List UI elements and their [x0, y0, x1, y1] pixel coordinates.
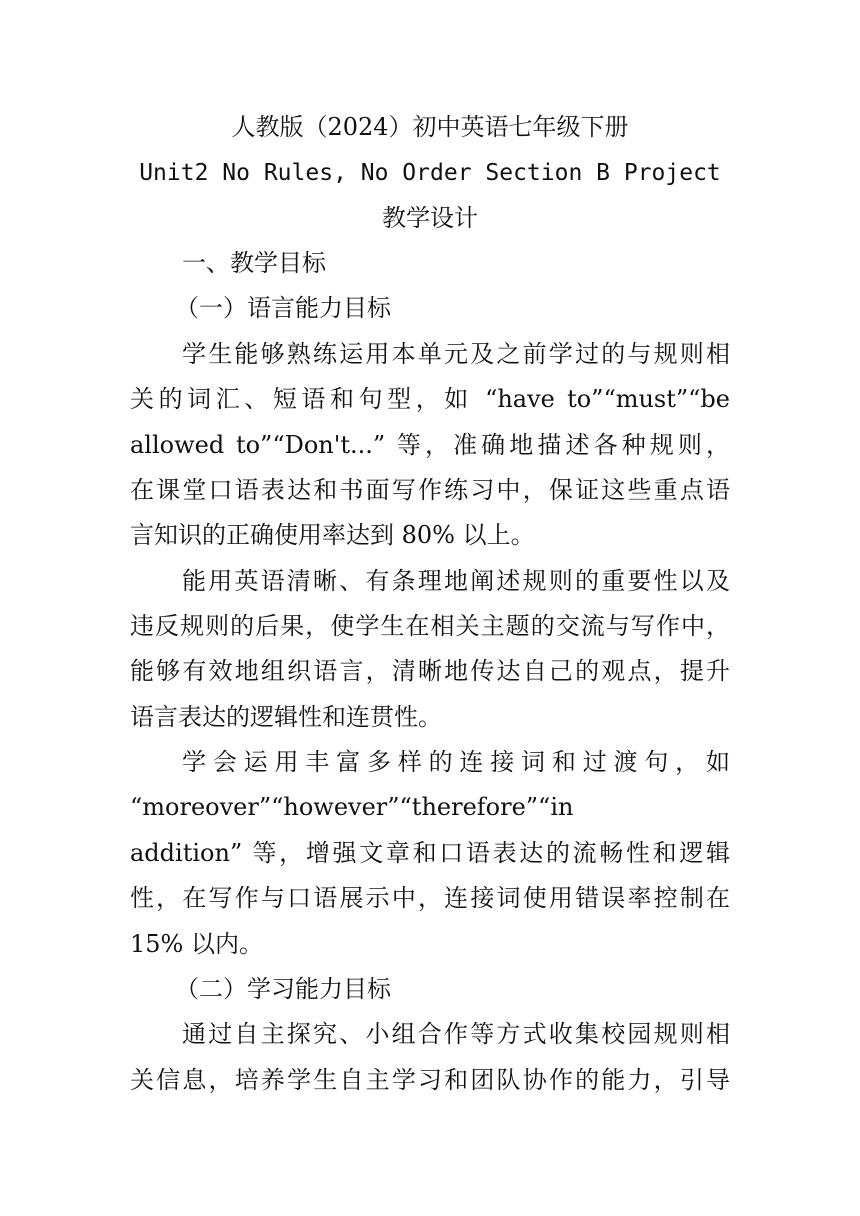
paragraph-2-line-4: 语言表达的逻辑性和连贯性。	[130, 703, 442, 731]
paragraph-1-line-3: allowed to”“Don't...” 等，准确地描述各种规则，	[130, 431, 730, 459]
paragraph-2-line-1: 能用英语清晰、有条理地阐述规则的重要性以及	[182, 567, 730, 595]
paragraph-4-line-1: 通过自主探究、小组合作等方式收集校园规则相	[182, 1020, 730, 1048]
document-title-line-2: Unit2 No Rules, No Order Section B Project	[139, 160, 721, 186]
paragraph-1-line-2: 关的词汇、短语和句型，如 “have to”“must”“be	[130, 385, 730, 413]
paragraph-2-line-3: 能够有效地组织语言，清晰地传达自己的观点，提升	[130, 657, 730, 685]
paragraph-4-line-2: 关信息，培养学生自主学习和团队协作的能力，引导	[130, 1066, 730, 1094]
paragraph-1-line-4: 在课堂口语表达和书面写作练习中，保证这些重点语	[130, 476, 730, 504]
paragraph-3-line-2: “moreover”“however”“therefore”“in	[130, 793, 574, 821]
paragraph-3-line-5: 15% 以内。	[130, 930, 263, 958]
paragraph-3-line-1: 学会运用丰富多样的连接词和过渡句，如	[182, 748, 730, 776]
paragraph-2-line-2: 违反规则的后果，使学生在相关主题的交流与写作中，	[130, 612, 730, 640]
paragraph-3-line-4: 性，在写作与口语展示中，连接词使用错误率控制在	[130, 884, 730, 912]
paragraph-3-line-3: addition” 等，增强文章和口语表达的流畅性和逻辑	[130, 839, 730, 867]
paragraph-1-line-5: 言知识的正确使用率达到 80% 以上。	[130, 521, 535, 549]
document-title-line-1: 人教版（2024）初中英语七年级下册	[231, 113, 629, 141]
subheading-learning-ability: （二）学习能力目标	[175, 975, 391, 1003]
section-heading-objectives: 一、教学目标	[182, 249, 326, 277]
document-title-line-3: 教学设计	[382, 204, 478, 232]
paragraph-1-line-1: 学生能够熟练运用本单元及之前学过的与规则相	[182, 340, 730, 368]
subheading-language-ability: （一）语言能力目标	[175, 294, 391, 322]
